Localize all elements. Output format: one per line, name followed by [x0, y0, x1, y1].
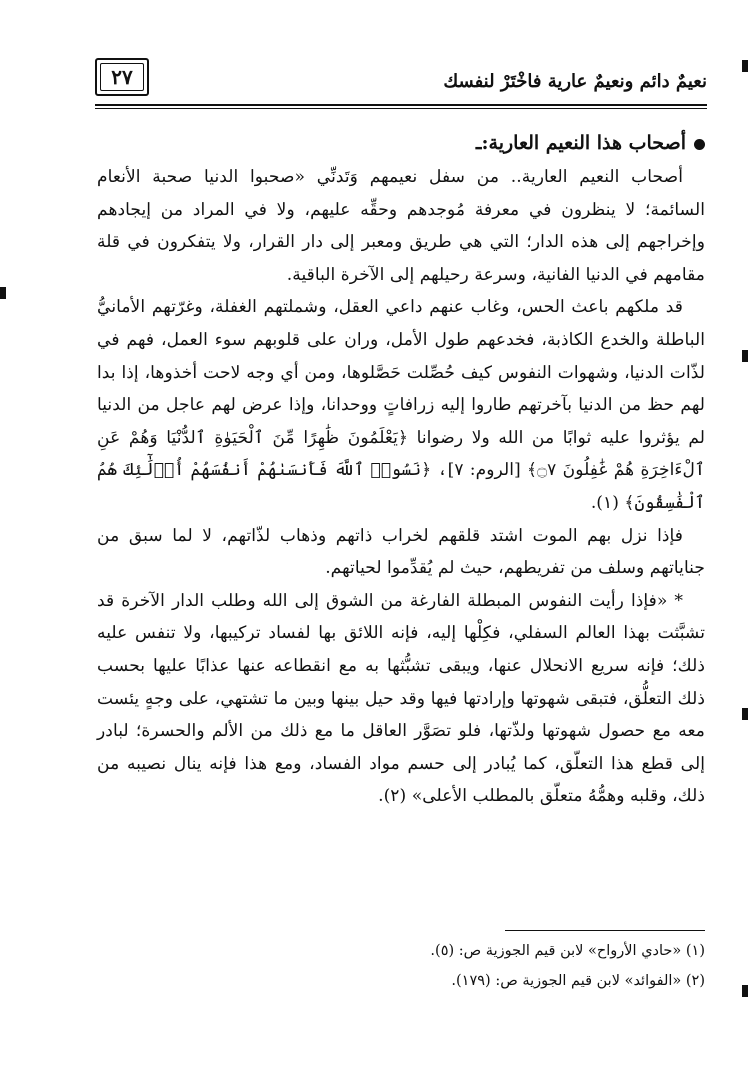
- paragraph: أصحاب النعيم العارية.. من سفل نعيمهم وَتَدنِّي «صحبوا الدنيا صحبة الأنعام السائمة؛ لا ينظرون في معرفة مُوجدهم وحقِّه عليهم، ولا في المراد من إيجادهم وإخراجهم إلى هذه الدار؛ التي هي طريق ومعبر إلى دار القرار، ولا يتفكرون في قلة مقامهم في الدنيا الفانية، وسرعة رحيلهم إلى الآخرة الباقية.: [97, 167, 705, 285]
- scan-edge-mark: [742, 60, 748, 72]
- footnote: (٢) «الفوائد» لابن قيم الجوزية ص: (١٧٩).: [451, 973, 705, 989]
- section-heading-text: أصحاب هذا النعيم العارية:ـ: [475, 132, 686, 154]
- scan-edge-mark: [742, 985, 748, 997]
- page-number-frame: [95, 58, 149, 96]
- paragraph: * «فإذا رأيت النفوس المبطلة الفارغة من الشوق إلى الله وطلب الدار الآخرة قد تشبَّثت بهذا العالم السفلي، فكِلْها إليه، فإنه اللائق بها لفساد تركيبها، ولا تنفس عليه ذلك؛ فإنه سريع الانحلال عنها، ويبقى تشبُّثها به مع انقطاعه عنها عذابًا عليها بحسب ذلك التعلُّق، فتبقى شهوتها وإرادتها فيها وقد حيل بينها وبين ما تشتهي، على وجهٍ يئست معه مع حصول شهوتها ولذّتها، فلو تصَوَّر العاقل ما مع ذلك من الألم والحسرة؛ لبادر إلى قطع هذا التعلّق، كما يُبادر إلى حسم مواد الفساد، ومع هذا فإنه ينال نصيبه من ذلك، وقلبه وهمُّهُ متعلّق بالمطلب الأعلى» (٢).: [97, 590, 705, 807]
- paragraph: فإذا نزل بهم الموت اشتد قلقهم لخراب ذاتهم وذهاب لذّاتهم، لا لما سبق من جناياتهم وسلف من تفريطهم، حيث لم يُقدِّموا لحياتهم.: [97, 525, 705, 579]
- scan-edge-mark: [742, 708, 748, 720]
- header-rule-thin: [95, 108, 707, 109]
- footnote: (١) «حادي الأرواح» لابن قيم الجوزية ص: (٥).: [430, 943, 705, 959]
- page-number: ٢٧: [111, 65, 133, 89]
- running-title: نعيمٌ دائم ونعيمٌ عارية فاخْتَرْ لنفسك: [443, 71, 707, 92]
- header-rule: [95, 104, 707, 106]
- footnotes: [97, 936, 705, 996]
- section-heading: [97, 125, 705, 161]
- footnote-rule: [505, 930, 705, 931]
- scan-edge-mark: [0, 287, 6, 299]
- scan-edge-mark: [742, 350, 748, 362]
- paragraph: قد ملكهم باعث الحس، وغاب عنهم داعي العقل، وشملتهم الغفلة، وغرّتهم الأمانيُّ الباطلة والخدع الكاذبة، فخدعهم طول الأمل، وران على قلوبهم سوء العمل، فهم في لذّات الدنيا، وشهوات النفوس كيف حُصِّلت حَصَّلوها، ومن أي وجه لاحت أخذوها، إذا بدا لهم حظ من الدنيا بآخرتهم طاروا إليه زرافاتٍ ووحدانا، وإذا عرض لهم عاجل من الدنيا لم يؤثروا عليه ثوابًا من الله ولا رضوانا ﴿يَعْلَمُونَ ظَٰهِرًا مِّنَ ٱلْحَيَوٰةِ ٱلدُّنْيَا وَهُمْ عَنِ ٱلْءَاخِرَةِ هُمْ غَٰفِلُونَ ۝٧﴾ [الروم: ٧]، ﴿نَسُوا۟ ٱللَّهَ فَأَنسَىٰهُمْ أَنفُسَهُمْ أُو۟لَٰٓئِكَ هُمُ ٱلْفَٰسِقُونَ﴾ (١).: [97, 297, 706, 513]
- bullet-icon: [694, 139, 705, 150]
- main-text: [97, 125, 705, 813]
- page-header: [95, 54, 707, 102]
